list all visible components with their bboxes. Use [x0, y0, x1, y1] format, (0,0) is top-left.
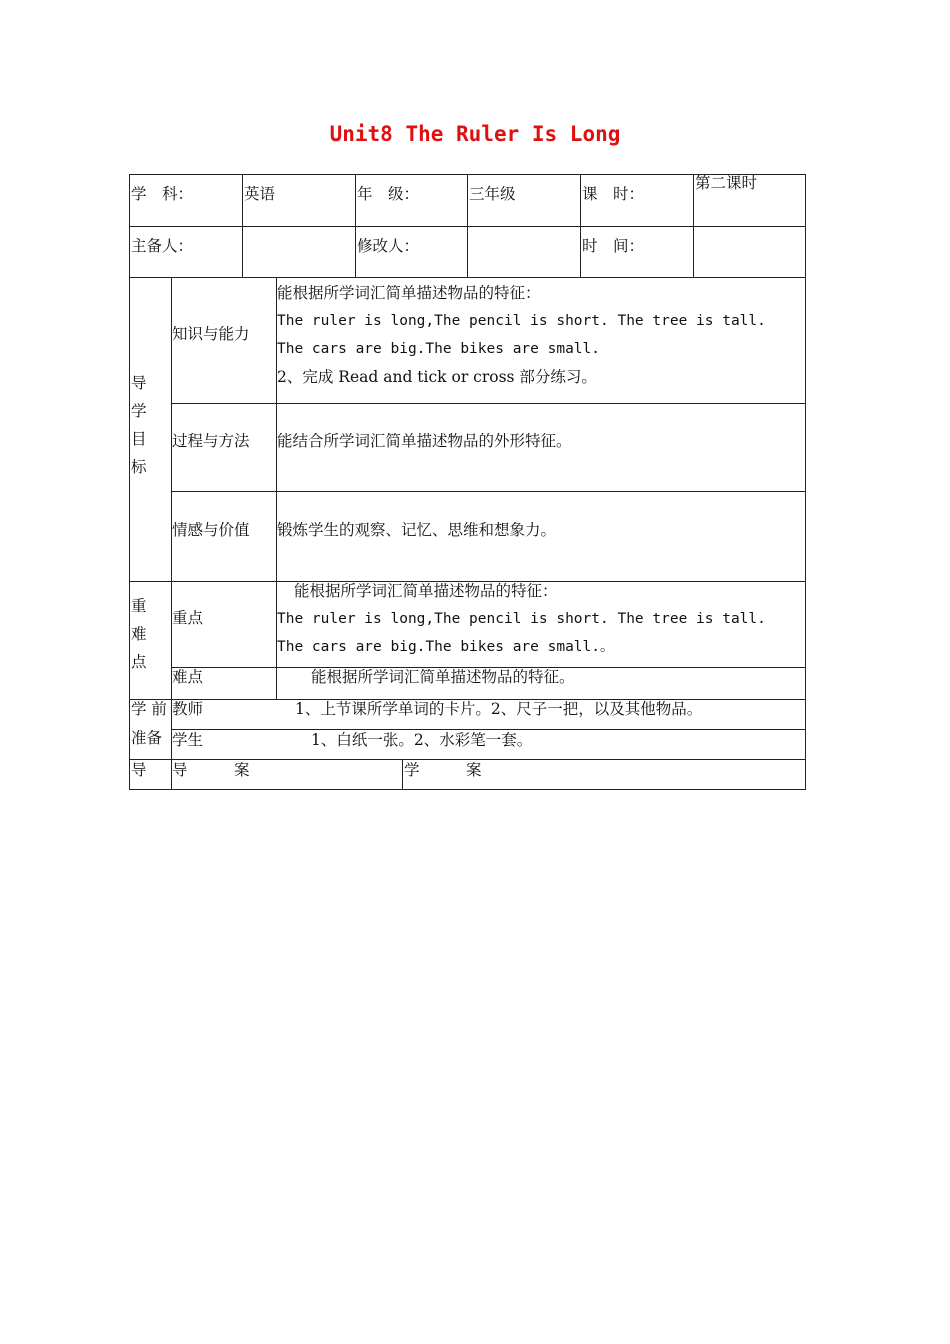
grade-value: 三年级 — [469, 185, 516, 203]
student-prep-text: 1、白纸一张。2、水彩笔一套。 — [311, 731, 533, 749]
prep-group-label-line2: 准备 — [131, 729, 163, 747]
process-label: 过程与方法 — [172, 432, 250, 450]
col-divider — [693, 174, 694, 277]
emotion-text: 锻炼学生的观察、记忆、思维和想象力。 — [277, 521, 557, 539]
teacher-label: 教师 — [172, 700, 204, 718]
table-border-right — [805, 174, 806, 790]
lesson-plan-table — [129, 174, 806, 790]
difficulty-text: 能根据所学词汇简单描述物品的特征。 — [311, 668, 575, 686]
author-label: 主备人： — [131, 237, 194, 255]
subject-label: 学 科： — [131, 185, 194, 203]
knowledge-label: 知识与能力 — [172, 325, 250, 343]
table-border-bottom — [129, 789, 806, 790]
student-label: 学生 — [172, 731, 204, 749]
col-divider — [467, 174, 468, 277]
prep-group-label-line1: 学 前 — [131, 700, 167, 718]
teacher-prep-text: 1、上节课所学单词的卡片。2、尺子一把，以及其他物品。 — [295, 700, 703, 718]
difficulty-label: 难点 — [172, 668, 204, 686]
row-divider — [129, 277, 806, 278]
key-point-label: 重点 — [172, 609, 204, 627]
time-label: 时 间： — [582, 237, 645, 255]
emotion-label: 情感与价值 — [172, 521, 250, 539]
grade-label: 年 级： — [357, 185, 420, 203]
reviser-label: 修改人： — [357, 237, 420, 255]
focus-group-label: 重 难 点 — [131, 597, 147, 671]
col-divider — [402, 759, 403, 790]
col-divider — [580, 174, 581, 277]
knowledge-content: 能根据所学词汇简单描述物品的特征： The ruler is long,The pencil is short. The tree is tall. The cars are big.The bikes are small. 2、完成 Read and tick or cross 部分练习。 — [277, 284, 766, 386]
col-divider — [242, 174, 243, 277]
subject-value: 英语 — [244, 185, 276, 203]
period-value: 第二课时 — [695, 174, 758, 192]
row-divider — [171, 403, 806, 404]
row-divider — [171, 491, 806, 492]
col-divider — [355, 174, 356, 277]
period-label: 课 时： — [582, 185, 645, 203]
table-border-left — [129, 174, 130, 790]
study-plan-label: 学 案 — [404, 761, 482, 779]
document-title: Unit8 The Ruler Is Long — [329, 122, 621, 146]
process-text: 能结合所学词汇简单描述物品的外形特征。 — [277, 432, 572, 450]
key-point-content: 能根据所学词汇简单描述物品的特征： The ruler is long,The pencil is short. The tree is tall. The cars are big.The bikes are small.。 — [277, 582, 766, 655]
last-row-col1: 导 — [131, 761, 147, 779]
goals-group-label: 导 学 目 标 — [131, 374, 147, 476]
guide-plan-label: 导 案 — [172, 761, 250, 779]
